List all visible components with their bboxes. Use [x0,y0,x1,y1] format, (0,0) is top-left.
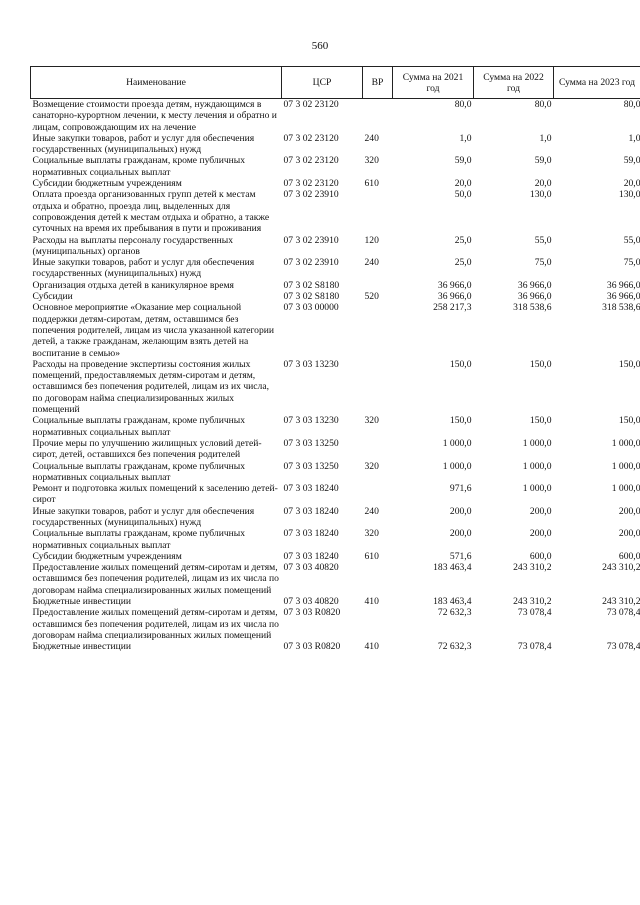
row-csr: 07 3 02 23910 [283,257,339,269]
row-csr: 07 3 03 R0820 [283,607,341,619]
row-vr [363,562,393,596]
row-sum-2021: 50,0 [454,189,472,201]
row-sum-2022: 80,0 [534,99,552,110]
row-sum-2023: 243 310,2 [602,596,640,608]
row-csr: 07 3 02 23120 [283,99,339,110]
table-row [31,235,640,258]
row-sum-2023: 75,0 [623,257,640,269]
table-row [31,562,640,596]
row-vr: 240 [364,505,379,517]
row-sum-2021: 59,0 [454,155,472,167]
row-vr: 120 [364,234,379,246]
row-csr: 07 3 03 18240 [283,550,339,562]
row-sum-2022: 150,0 [529,358,552,370]
table-row [31,133,640,156]
row-vr [363,302,393,358]
row-sum-2021: 971,6 [449,483,472,495]
row-name: Социальные выплаты гражданам, кроме публичных нормативных социальных выплат [32,460,246,483]
row-vr [363,280,393,291]
row-sum-2023: 59,0 [623,155,640,167]
table-row [31,438,640,461]
row-name: Ремонт и подготовка жилых помещений к заселению детей-сирот [32,483,278,506]
row-name: Иные закупки товаров, работ и услуг для обеспечения государственных (муниципальных) нужд [32,257,255,280]
row-sum-2023: 1 000,0 [611,437,640,449]
row-sum-2023: 600,0 [618,550,640,562]
row-csr: 07 3 02 S8180 [283,279,340,291]
header-vr: ВР [363,67,393,99]
row-name: Предоставление жилых помещений детям-сиротам и детям, оставшимся без попечения родителей, лицам из их числа по договорам найма специализированных жилых помещений [32,562,279,596]
row-sum-2023: 130,0 [618,189,640,201]
row-sum-2021: 25,0 [454,257,472,269]
row-sum-2021: 1 000,0 [442,460,472,472]
page-number: 560 [311,40,329,52]
row-csr: 07 3 02 23120 [283,155,339,167]
row-vr [363,189,393,234]
row-name: Субсидии бюджетным учреждениям [32,178,182,190]
row-sum-2022: 1 000,0 [522,460,552,472]
row-name: Бюджетные инвестиции [32,596,131,608]
row-name: Расходы на проведение экспертизы состояния жилых помещений, предоставляемых детям-сиротам и детям, оставшимся без попечения родителей, лицам из их числа, по договорам найма специализированных жилых помещений [32,358,269,416]
row-name: Организация отдыха детей в каникулярное время [32,279,234,291]
row-sum-2023: 200,0 [618,505,640,517]
header-sum-2021: Сумма на 2021 год [393,67,474,99]
table-row [31,551,640,562]
row-sum-2023: 150,0 [618,358,640,370]
row-sum-2021: 72 632,3 [437,641,472,653]
table-row [31,291,640,302]
table-body [31,99,640,653]
row-csr: 07 3 03 18240 [283,483,339,495]
row-sum-2021: 150,0 [449,358,472,370]
row-csr: 07 3 02 23910 [283,189,339,201]
header-csr: ЦСР [282,67,363,99]
row-name: Расходы на выплаты персоналу государственных (муниципальных) органов [32,234,234,257]
table-row [31,506,640,529]
row-sum-2023: 1,0 [628,132,640,144]
table-row [31,359,640,415]
row-csr: 07 3 03 18240 [283,528,339,540]
row-csr: 07 3 03 40820 [283,562,339,574]
table-row [31,461,640,484]
row-sum-2021: 20,0 [454,178,472,190]
table-row [31,178,640,189]
row-vr: 320 [364,155,379,167]
row-vr: 320 [364,415,379,427]
row-vr: 320 [364,460,379,472]
row-csr: 07 3 03 13250 [283,437,339,449]
row-sum-2023: 55,0 [623,234,640,246]
row-sum-2021: 571,6 [449,550,472,562]
row-sum-2022: 200,0 [529,505,552,517]
row-vr [363,359,393,415]
row-vr: 610 [364,550,379,562]
header-sum-2023: Сумма на 2023 год [554,67,640,99]
row-name: Бюджетные инвестиции [32,641,131,653]
row-sum-2021: 80,0 [454,99,472,110]
row-sum-2021: 200,0 [449,528,472,540]
row-name: Возмещение стоимости проезда детям, нуждающимся в санаторно-курортном лечении, к месту лечения и обратно и лицам, сопровождающим их на лечение [32,99,277,133]
row-sum-2021: 36 966,0 [437,279,472,291]
row-sum-2021: 72 632,3 [437,607,472,619]
row-name: Предоставление жилых помещений детям-сиротам и детям, оставшимся без попечения родителей, лицам из их числа по договорам найма специализированных жилых помещений [32,607,279,641]
row-vr: 410 [364,596,379,608]
row-name: Основное мероприятие «Оказание мер социальной поддержки детям-сиротам, детям, оставшимся без попечения родителей, лицам из числа указанной категории детей, а также гражданам, желающим взять детей на воспитание в семью» [32,302,275,359]
row-sum-2022: 55,0 [534,234,552,246]
table-header [31,67,640,99]
row-sum-2022: 243 310,2 [513,596,552,608]
row-sum-2022: 73 078,4 [517,607,552,619]
row-sum-2022: 150,0 [529,415,552,427]
row-sum-2023: 1 000,0 [611,460,640,472]
row-vr: 410 [364,641,379,653]
row-sum-2022: 1 000,0 [522,437,552,449]
row-sum-2023: 73 078,4 [606,607,640,619]
row-name: Социальные выплаты гражданам, кроме публичных нормативных социальных выплат [32,528,246,551]
row-sum-2023: 36 966,0 [606,291,640,303]
row-vr [363,99,393,133]
row-sum-2022: 1,0 [539,132,552,144]
row-sum-2022: 75,0 [534,257,552,269]
table-row [31,528,640,551]
row-sum-2021: 258 217,3 [433,302,472,314]
table-row [31,99,640,133]
row-csr: 07 3 03 13230 [283,358,339,370]
table-row [31,596,640,607]
row-sum-2021: 200,0 [449,505,472,517]
row-sum-2022: 59,0 [534,155,552,167]
row-name: Оплата проезда организованных групп детей к местам отдыха и обратно, проезда лиц, выделенных для сопровождения детей к местам отдыха и обратно, а также суточных на время их пребывания в пути и проживания [32,189,270,235]
row-sum-2021: 183 463,4 [433,596,472,608]
row-vr [363,483,393,506]
row-sum-2023: 36 966,0 [606,279,640,291]
row-sum-2022: 600,0 [529,550,552,562]
row-name: Субсидии [32,291,73,303]
row-vr: 520 [364,291,379,303]
row-sum-2023: 318 538,6 [602,302,640,314]
table-row [31,302,640,358]
row-csr: 07 3 03 13250 [283,460,339,472]
row-sum-2021: 1 000,0 [442,437,472,449]
row-name: Субсидии бюджетным учреждениям [32,550,182,562]
table-row [31,155,640,178]
row-csr: 07 3 02 S8180 [283,291,340,303]
row-vr: 240 [364,132,379,144]
row-sum-2022: 36 966,0 [517,291,552,303]
row-vr: 320 [364,528,379,540]
row-csr: 07 3 03 18240 [283,505,339,517]
table-row [31,280,640,291]
row-sum-2023: 20,0 [623,178,640,190]
row-sum-2022: 20,0 [534,178,552,190]
row-csr: 07 3 03 13230 [283,415,339,427]
row-vr [363,438,393,461]
row-csr: 07 3 02 23120 [283,178,339,190]
row-sum-2022: 200,0 [529,528,552,540]
row-vr: 610 [364,178,379,190]
header-sum-2022: Сумма на 2022 год [474,67,554,99]
budget-table [30,66,640,653]
row-sum-2021: 183 463,4 [433,562,472,574]
header-name: Наименование [31,67,282,99]
row-sum-2021: 1,0 [459,132,472,144]
row-sum-2022: 1 000,0 [522,483,552,495]
row-sum-2021: 150,0 [449,415,472,427]
row-csr: 07 3 03 40820 [283,596,339,608]
row-sum-2022: 73 078,4 [517,641,552,653]
row-sum-2023: 150,0 [618,415,640,427]
row-name: Иные закупки товаров, работ и услуг для обеспечения государственных (муниципальных) нужд [32,505,255,528]
table-row [31,607,640,641]
table-row [31,189,640,234]
row-name: Прочие меры по улучшению жилищных условий детей-сирот, детей, оставшихся без попечения родителей [32,437,262,461]
row-sum-2021: 36 966,0 [437,291,472,303]
row-sum-2022: 243 310,2 [513,562,552,574]
row-sum-2022: 318 538,6 [513,302,552,314]
row-sum-2023: 80,0 [623,99,640,110]
row-name: Социальные выплаты гражданам, кроме публичных нормативных социальных выплат [32,415,246,438]
table-row [31,415,640,438]
table-row [31,641,640,652]
table-row [31,483,640,506]
row-sum-2023: 200,0 [618,528,640,540]
row-csr: 07 3 03 00000 [283,302,339,314]
row-vr: 240 [364,257,379,269]
row-sum-2022: 36 966,0 [517,279,552,291]
row-sum-2023: 73 078,4 [606,641,640,653]
row-vr [363,607,393,641]
row-csr: 07 3 02 23910 [283,234,339,246]
row-name: Иные закупки товаров, работ и услуг для обеспечения государственных (муниципальных) нужд [32,132,255,156]
table-row [31,257,640,280]
row-name: Социальные выплаты гражданам, кроме публичных нормативных социальных выплат [32,155,246,178]
row-sum-2023: 243 310,2 [602,562,640,574]
row-csr: 07 3 02 23120 [283,132,339,144]
row-csr: 07 3 03 R0820 [283,641,341,653]
row-sum-2022: 130,0 [529,189,552,201]
row-sum-2021: 25,0 [454,234,472,246]
row-sum-2023: 1 000,0 [611,483,640,495]
